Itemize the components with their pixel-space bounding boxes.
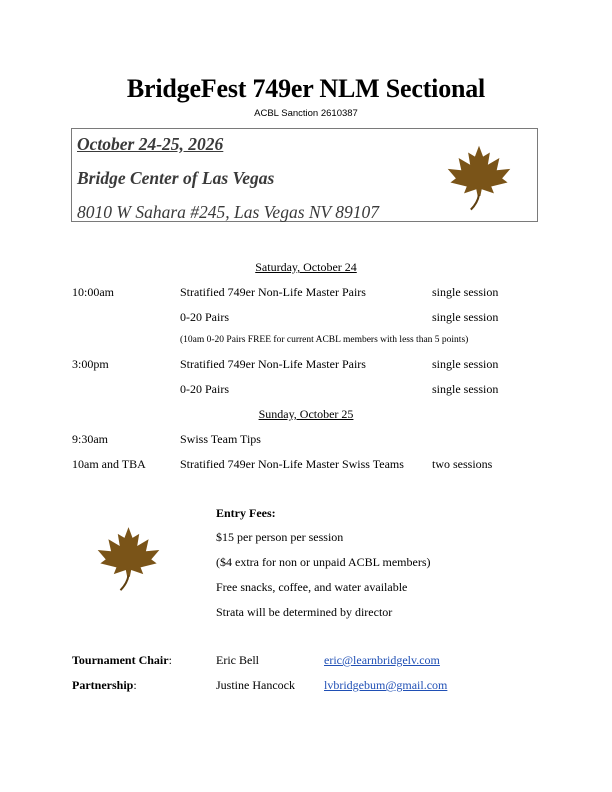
partnership-label (72, 678, 137, 693)
tournament-chair-label (72, 653, 172, 668)
partnership-email-link[interactable]: lvbridgebum@gmail.com (324, 678, 448, 692)
row-session: single session (432, 382, 499, 396)
schedule-row (0, 457, 612, 473)
row-event: 0-20 Pairs (180, 310, 229, 324)
row-session: single session (432, 285, 499, 299)
schedule-row (0, 382, 612, 398)
row-event: Swiss Team Tips (180, 432, 261, 446)
row-event: Stratified 749er Non-Life Master Pairs (180, 285, 366, 299)
tournament-chair-email-link[interactable]: eric@learnbridgelv.com (324, 653, 440, 667)
row-session: two sessions (432, 457, 493, 471)
row-time: 10:00am (72, 285, 114, 299)
sunday-heading: Sunday, October 25 (258, 407, 354, 421)
schedule-row (0, 432, 612, 448)
entry-fees-heading: Entry Fees: (216, 506, 276, 520)
page-title: BridgeFest 749er NLM Sectional (126, 74, 486, 103)
event-date: October 24-25, 2026 (77, 134, 224, 154)
partnership-name: Justine Hancock (216, 678, 295, 692)
free-pairs-note: (10am 0-20 Pairs FREE for current ACBL members with less than 5 points) (180, 335, 469, 345)
row-event: Stratified 749er Non-Life Master Pairs (180, 357, 366, 371)
maple-leaf-icon (445, 141, 513, 213)
row-event: 0-20 Pairs (180, 382, 229, 396)
schedule-row (0, 357, 612, 373)
contact-role: Tournament Chair (72, 653, 169, 667)
row-time: 10am and TBA (72, 457, 146, 471)
maple-leaf-icon (95, 521, 162, 595)
row-session: single session (432, 357, 499, 371)
fee-line: Strata will be determined by director (216, 605, 393, 619)
schedule-row (0, 285, 612, 301)
sanction-number: ACBL Sanction 2610387 (254, 108, 358, 119)
event-address: 8010 W Sahara #245, Las Vegas NV 89107 (77, 202, 380, 222)
fee-line: Free snacks, coffee, and water available (216, 580, 408, 594)
contact-colon: : (133, 678, 137, 692)
row-time: 3:00pm (72, 357, 109, 371)
contact-colon: : (168, 653, 172, 667)
fee-line: $15 per person per session (216, 530, 344, 544)
schedule-row (0, 310, 612, 326)
fee-line: ($4 extra for non or unpaid ACBL members) (216, 555, 431, 569)
row-session: single session (432, 310, 499, 324)
row-time: 9:30am (72, 432, 108, 446)
contact-role: Partnership (72, 678, 134, 692)
event-venue: Bridge Center of Las Vegas (77, 168, 275, 188)
tournament-chair-name: Eric Bell (216, 653, 259, 667)
row-event: Stratified 749er Non-Life Master Swiss Teams (180, 457, 404, 471)
saturday-heading: Saturday, October 24 (255, 260, 357, 274)
